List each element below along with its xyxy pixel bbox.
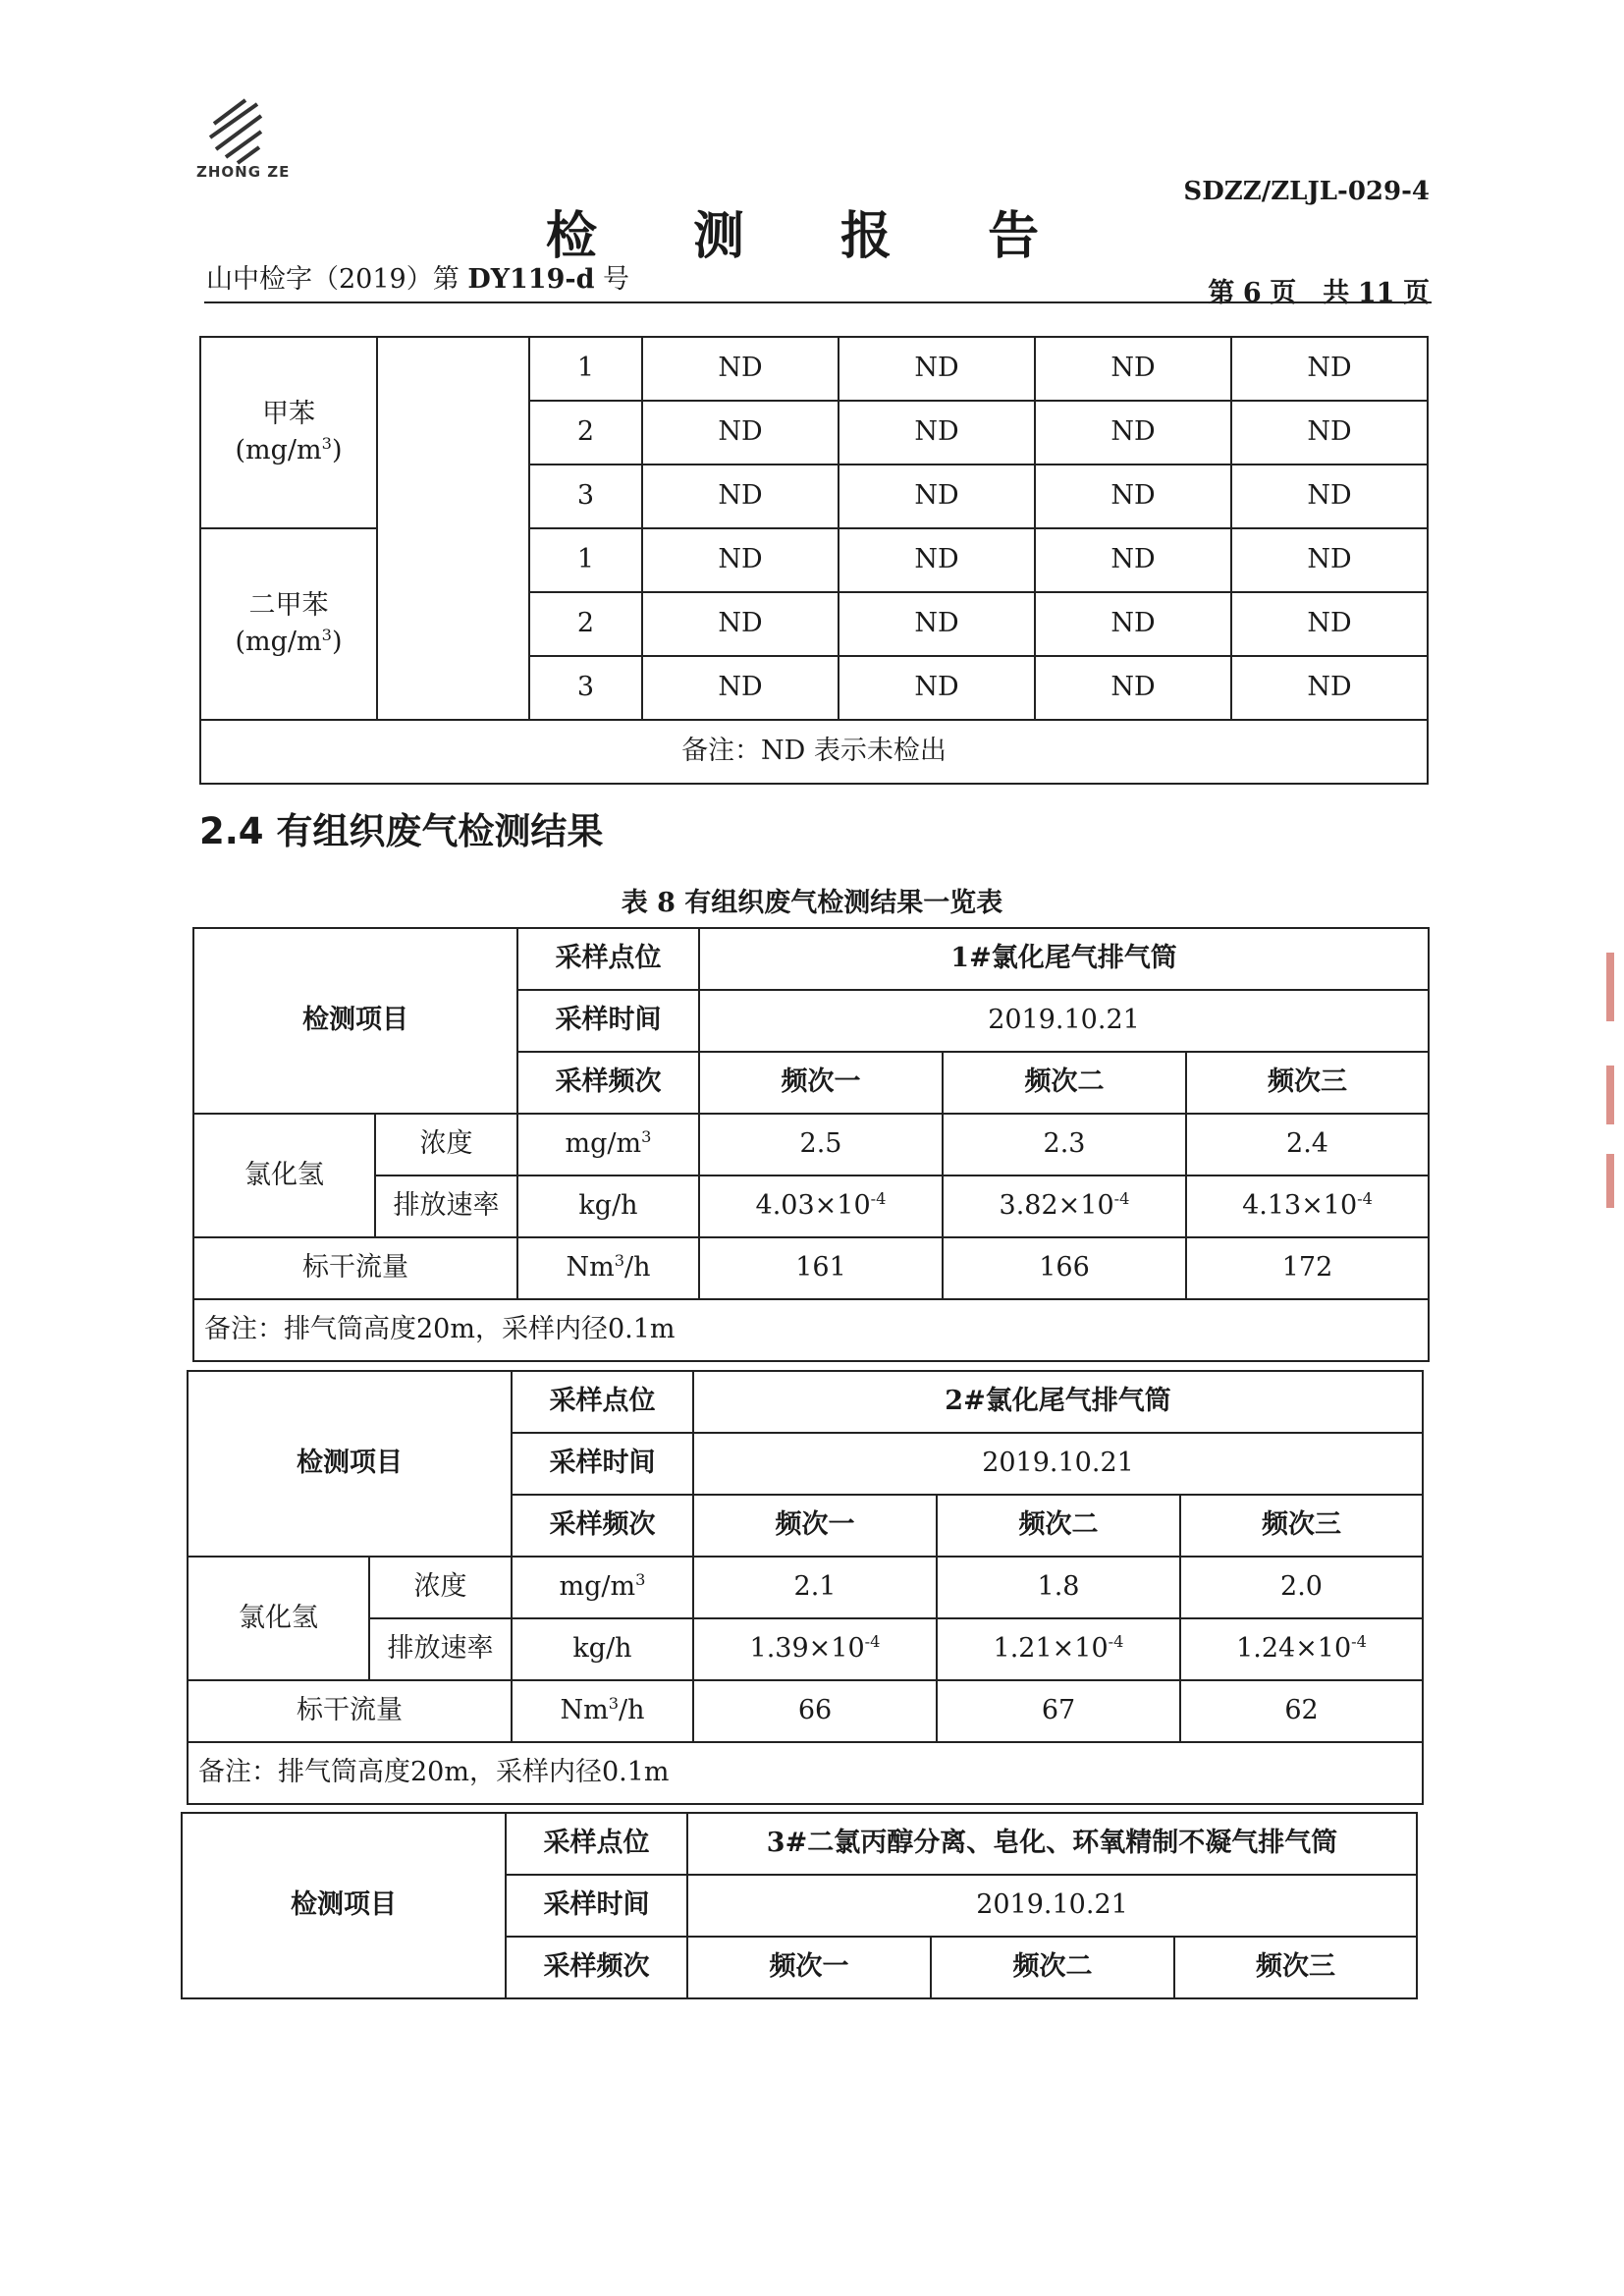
- table-cell: ND: [642, 337, 839, 401]
- rate-label: 排放速率: [369, 1618, 512, 1680]
- freq-3: 频次三: [1180, 1495, 1423, 1557]
- page-label-1: 第: [1208, 278, 1235, 308]
- rate-value: $4.03\times 10^{-4}$: [699, 1175, 943, 1237]
- freq-label: 采样频次: [517, 1052, 699, 1114]
- voc-item-cell: [200, 528, 377, 720]
- seal-trace-mark: [1606, 953, 1614, 1021]
- rate-unit: kg/h: [517, 1175, 699, 1237]
- point-label: 采样点位: [506, 1813, 687, 1875]
- freq-1: 频次一: [687, 1937, 931, 1998]
- page-label-2: 页 共: [1270, 278, 1350, 308]
- voc-item-cell: [200, 337, 377, 528]
- rate-unit: kg/h: [512, 1618, 693, 1680]
- freq-2: 频次二: [943, 1052, 1186, 1114]
- freq-2: 频次二: [937, 1495, 1180, 1557]
- document-code: SDZZ/ZLJL-029-4: [1183, 177, 1430, 206]
- table-cell: ND: [1035, 592, 1231, 656]
- voc-item-unit: $(mg/m^3)$: [235, 433, 343, 465]
- pollutant-name: 氯化氢: [193, 1114, 375, 1237]
- table-cell: ND: [839, 337, 1035, 401]
- freq-3: 频次三: [1174, 1937, 1417, 1998]
- conc-value: 2.0: [1180, 1557, 1423, 1618]
- conc-value: 1.8: [937, 1557, 1180, 1618]
- table-cell: ND: [839, 528, 1035, 592]
- table-row: [188, 1557, 1423, 1618]
- report-number-prefix: 山中检字（2019）第: [206, 264, 460, 295]
- report-number-code: DY119-d: [467, 264, 595, 295]
- table-row: [200, 337, 1428, 401]
- stack-note: 备注：排气筒高度20m，采样内径0.1m: [188, 1742, 1423, 1804]
- flow-value: 172: [1186, 1237, 1429, 1299]
- seal-trace-mark: [1606, 1154, 1614, 1208]
- pollutant-name: 氯化氢: [188, 1557, 369, 1680]
- item-header: 检测项目: [182, 1813, 506, 1998]
- rate-value: $4.13\times 10^{-4}$: [1186, 1175, 1429, 1237]
- item-header: 检测项目: [193, 928, 517, 1114]
- table-row: [188, 1680, 1423, 1742]
- table-row: [182, 1813, 1417, 1875]
- table-row: [193, 1299, 1429, 1361]
- conc-value: 2.5: [699, 1114, 943, 1175]
- table-cell: ND: [839, 592, 1035, 656]
- time-label: 采样时间: [512, 1433, 693, 1495]
- flow-unit: Nm$^3$/h: [512, 1680, 693, 1742]
- conc-label: 浓度: [369, 1557, 512, 1618]
- point-value: 3#二氯丙醇分离、皂化、环氧精制不凝气排气筒: [687, 1813, 1417, 1875]
- point-value: 2#氯化尾气排气筒: [693, 1371, 1423, 1433]
- flow-value: 166: [943, 1237, 1186, 1299]
- flow-value: 62: [1180, 1680, 1423, 1742]
- table-cell: ND: [1035, 337, 1231, 401]
- point-label: 采样点位: [517, 928, 699, 990]
- time-value: 2019.10.21: [687, 1875, 1417, 1937]
- table-cell: ND: [642, 592, 839, 656]
- conc-value: 2.3: [943, 1114, 1186, 1175]
- page-label-3: 页: [1403, 278, 1430, 308]
- flow-label: 标干流量: [188, 1680, 512, 1742]
- table-cell: ND: [1231, 465, 1428, 528]
- table-row: [188, 1618, 1423, 1680]
- rate-value: $1.21\times 10^{-4}$: [937, 1618, 1180, 1680]
- voc-results-table: [199, 336, 1429, 785]
- conc-value: 2.1: [693, 1557, 937, 1618]
- table-cell: ND: [1035, 528, 1231, 592]
- stack-2-table: [187, 1370, 1424, 1805]
- freq-1: 频次一: [699, 1052, 943, 1114]
- page-title: 检 测 报 告: [545, 206, 1079, 266]
- stack-1-table: [192, 927, 1430, 1362]
- stack-note: 备注：排气筒高度20m，采样内径0.1m: [193, 1299, 1429, 1361]
- rate-label: 排放速率: [375, 1175, 517, 1237]
- table-cell: ND: [1231, 401, 1428, 465]
- table-cell: ND: [1035, 465, 1231, 528]
- table-row: [193, 1175, 1429, 1237]
- table-cell: 2: [529, 401, 642, 465]
- table-cell: 1: [529, 337, 642, 401]
- header-divider: [204, 301, 1432, 303]
- page-current: 6: [1242, 278, 1262, 308]
- table-cell: ND: [839, 656, 1035, 720]
- rate-value: $3.82\times 10^{-4}$: [943, 1175, 1186, 1237]
- table-row: [188, 1371, 1423, 1433]
- table-cell: 3: [529, 656, 642, 720]
- time-label: 采样时间: [517, 990, 699, 1052]
- table-cell: ND: [1231, 592, 1428, 656]
- conc-value: 2.4: [1186, 1114, 1429, 1175]
- table-cell: ND: [642, 656, 839, 720]
- item-header: 检测项目: [188, 1371, 512, 1557]
- time-value: 2019.10.21: [693, 1433, 1423, 1495]
- freq-1: 频次一: [693, 1495, 937, 1557]
- conc-unit: $mg/m^3$: [512, 1557, 693, 1618]
- report-number-suffix: 号: [603, 264, 630, 295]
- table-cell: ND: [642, 401, 839, 465]
- section-heading: 2.4 有组织废气检测结果: [199, 810, 604, 852]
- voc-item-name: 二甲苯: [248, 590, 329, 622]
- flow-value: 66: [693, 1680, 937, 1742]
- table-caption: 表 8 有组织废气检测结果一览表: [621, 888, 1003, 918]
- voc-note: 备注：ND 表示未检出: [200, 720, 1428, 784]
- table-row: [193, 1237, 1429, 1299]
- freq-label: 采样频次: [506, 1937, 687, 1998]
- flow-unit: Nm$^3$/h: [517, 1237, 699, 1299]
- point-label: 采样点位: [512, 1371, 693, 1433]
- table-cell: 2: [529, 592, 642, 656]
- rate-value: $1.39\times 10^{-4}$: [693, 1618, 937, 1680]
- logo-text: ZHONG ZE: [196, 163, 291, 181]
- table-cell: ND: [1035, 401, 1231, 465]
- conc-unit: $mg/m^3$: [517, 1114, 699, 1175]
- flow-label: 标干流量: [193, 1237, 517, 1299]
- table-cell: ND: [1231, 337, 1428, 401]
- freq-label: 采样频次: [512, 1495, 693, 1557]
- table-cell: ND: [839, 465, 1035, 528]
- table-cell: ND: [642, 528, 839, 592]
- table-row: [193, 1114, 1429, 1175]
- conc-label: 浓度: [375, 1114, 517, 1175]
- report-number: [206, 257, 629, 296]
- time-value: 2019.10.21: [699, 990, 1429, 1052]
- freq-3: 频次三: [1186, 1052, 1429, 1114]
- voc-item-unit: $(mg/m^3)$: [235, 625, 343, 657]
- table-cell: ND: [1035, 656, 1231, 720]
- table-cell: ND: [839, 401, 1035, 465]
- page-indicator: [1208, 271, 1430, 309]
- table-cell: ND: [1231, 656, 1428, 720]
- seal-trace-mark: [1606, 1066, 1614, 1124]
- stack-3-table: [181, 1812, 1418, 1999]
- table-row: [200, 720, 1428, 784]
- table-row: [193, 928, 1429, 990]
- voc-blank-cell: [377, 337, 529, 720]
- table-cell: ND: [1231, 528, 1428, 592]
- time-label: 采样时间: [506, 1875, 687, 1937]
- point-value: 1#氯化尾气排气筒: [699, 928, 1429, 990]
- table-cell: 3: [529, 465, 642, 528]
- page-total: 11: [1357, 278, 1395, 308]
- table-row: [188, 1742, 1423, 1804]
- flow-value: 161: [699, 1237, 943, 1299]
- table-cell: ND: [642, 465, 839, 528]
- freq-2: 频次二: [931, 1937, 1174, 1998]
- table-cell: 1: [529, 528, 642, 592]
- voc-item-name: 甲苯: [262, 399, 315, 430]
- rate-value: $1.24\times 10^{-4}$: [1180, 1618, 1423, 1680]
- flow-value: 67: [937, 1680, 1180, 1742]
